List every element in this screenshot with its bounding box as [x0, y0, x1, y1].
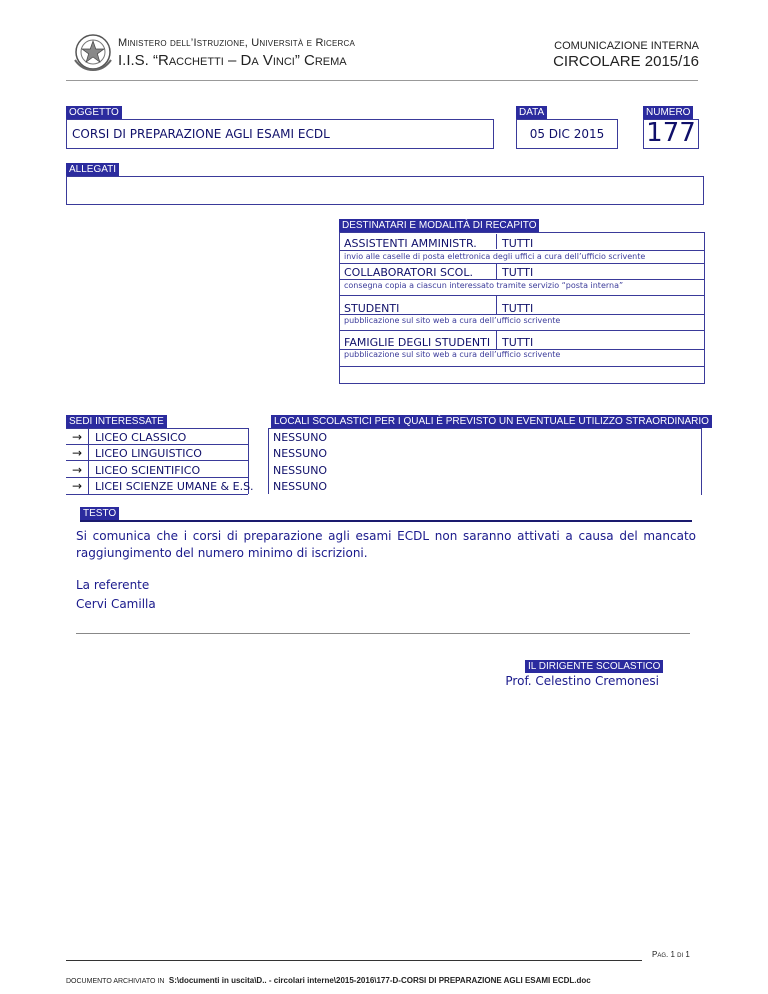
recipient-divider: [496, 234, 497, 249]
recipient-note: consegna copia a ciascun interessato tramite servizio “posta interna”: [344, 281, 624, 290]
sede-name: LICEI SCIENZE UMANE & E.S.: [95, 480, 254, 493]
recipient-name: COLLABORATORI SCOL.: [344, 266, 473, 279]
recipient-divider: [496, 264, 497, 279]
data-box: [516, 119, 618, 149]
italian-republic-emblem-icon: [70, 32, 116, 72]
arrow-icon: →: [72, 430, 83, 444]
footer-archive: [66, 976, 591, 985]
numero-label: NUMERO: [643, 106, 693, 119]
dirigente-label: IL DIRIGENTE SCOLASTICO: [525, 660, 663, 673]
communication-type: COMUNICAZIONE INTERNA: [554, 40, 699, 52]
arrow-icon: →: [72, 446, 83, 460]
oggetto-label: OGGETTO: [66, 106, 122, 119]
recipient-name: STUDENTI: [344, 302, 400, 315]
sedi-rule: [66, 460, 248, 461]
circular-year: CIRCOLARE 2015/16: [553, 53, 699, 70]
locali-label: LOCALI SCOLASTICI PER I QUALI È PREVISTO UN EVENTUALE UTILIZZO STRAORDINARIO: [271, 415, 712, 428]
data-label: DATA: [516, 106, 547, 119]
numero-box: [643, 119, 699, 149]
arrow-icon: →: [72, 479, 83, 493]
locali-value: NESSUNO: [273, 431, 328, 444]
footer-rule: [66, 960, 642, 961]
recipient-scope: TUTTI: [502, 302, 534, 315]
locali-col-divider: [268, 428, 269, 494]
locali-rule: [268, 428, 702, 429]
recipient-note: pubblicazione sul sito web a cura dell’ufficio scrivente: [344, 316, 561, 325]
recipient-divider: [496, 296, 497, 314]
recipient-rule: [339, 279, 705, 280]
recipient-rule: [339, 366, 705, 367]
locali-value: NESSUNO: [273, 480, 328, 493]
recipient-rule: [339, 295, 705, 296]
referente-title: La referente: [76, 578, 150, 592]
allegati-label: ALLEGATI: [66, 163, 119, 176]
recipient-name: FAMIGLIE DEGLI STUDENTI: [344, 336, 491, 349]
sedi-rule: [66, 444, 248, 445]
archive-path: S:\documenti in uscita\D.. - circolari interne\2015-2016\177-D-CORSI DI PREPARAZIONE AGLI ESAMI ECDL.doc: [168, 976, 591, 985]
sedi-col-divider: [88, 428, 89, 494]
destinatari-label: DESTINATARI E MODALITÀ DI RECAPITO: [339, 219, 539, 232]
sedi-label: SEDI INTERESSATE: [66, 415, 167, 428]
referente-name: Cervi Camilla: [76, 597, 156, 611]
sede-name: LICEO LINGUISTICO: [95, 447, 202, 460]
dirigente-name: Prof. Celestino Cremonesi: [505, 674, 659, 688]
testo-body: Si comunica che i corsi di preparazione agli esami ECDL non saranno attivati a causa del mancato raggiungimento del numero minimo di iscrizioni.: [76, 529, 696, 560]
sede-name: LICEO CLASSICO: [95, 431, 187, 444]
archive-prefix: DOCUMENTO ARCHIVIATO IN: [66, 978, 165, 985]
page-number: Pag. 1 di 1: [652, 950, 690, 959]
recipient-name: ASSISTENTI AMMINISTR.: [344, 237, 477, 250]
school-name: I.I.S. “Racchetti – Da Vinci” Crema: [118, 52, 347, 69]
allegati-box: [66, 176, 704, 205]
recipient-scope: TUTTI: [502, 266, 534, 279]
locali-value: NESSUNO: [273, 447, 328, 460]
recipient-rule: [339, 330, 705, 331]
recipient-note: pubblicazione sul sito web a cura dell’ufficio scrivente: [344, 350, 561, 359]
arrow-icon: →: [72, 463, 83, 477]
header-rule: [66, 80, 698, 81]
sede-name: LICEO SCIENTIFICO: [95, 464, 201, 477]
recipient-rule: [339, 250, 705, 251]
numero-value: 177: [646, 118, 696, 148]
locali-value: NESSUNO: [273, 464, 328, 477]
ministry-name: Ministero dell’Istruzione, Università e Ricerca: [118, 37, 356, 49]
sedi-rule: [66, 477, 248, 478]
recipient-divider: [496, 331, 497, 349]
sedi-rule: [66, 494, 248, 495]
recipient-rule: [339, 314, 705, 315]
recipient-note: invio alle caselle di posta elettronica degli uffici a cura dell’ufficio scrivente: [344, 252, 646, 261]
testo-rule: [80, 520, 692, 522]
recipient-rule: [339, 263, 705, 264]
testo-end-rule: [76, 633, 690, 634]
oggetto-value: CORSI DI PREPARAZIONE AGLI ESAMI ECDL: [72, 127, 330, 141]
oggetto-box: [66, 119, 494, 149]
recipient-scope: TUTTI: [502, 336, 534, 349]
data-value: 05 DIC 2015: [529, 127, 605, 141]
recipient-scope: TUTTI: [502, 237, 534, 250]
testo-label: TESTO: [80, 507, 119, 520]
sedi-rule: [66, 428, 248, 429]
